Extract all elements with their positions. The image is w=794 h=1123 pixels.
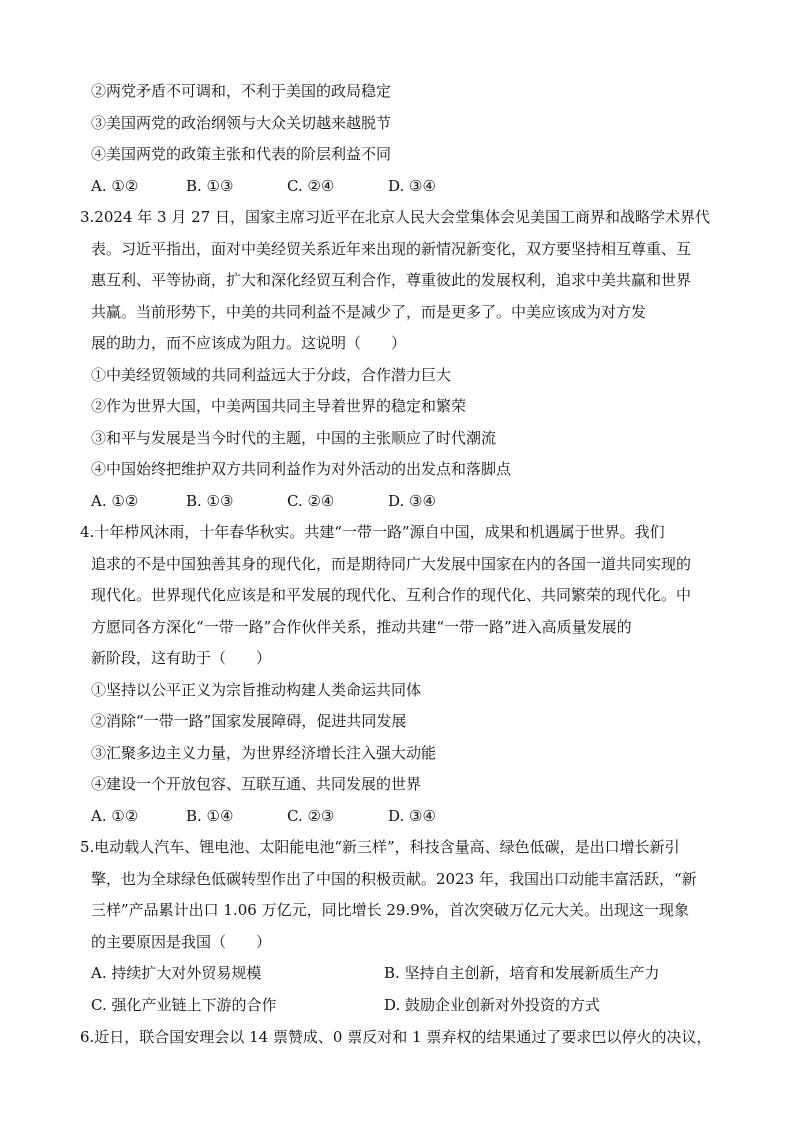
q4-option-2: ②消除“一带一路”国家发展障碍，促进共同发展 — [91, 712, 407, 730]
q5-stem-line: 三样”产品累计出口 1.06 万亿元，同比增长 29.9%，首次突破万亿元大关。出现这一现象 — [91, 901, 690, 919]
q2-choice-a: A. ①② — [91, 177, 139, 195]
q5-choice-a: A. 持续扩大对外贸易规模 — [91, 964, 262, 982]
q5-stem-line: 的主要原因是我国（ ） — [91, 933, 272, 951]
q4-choice-a: A. ①② — [91, 807, 139, 825]
q2-option-2: ②两党矛盾不可调和，不利于美国的政局稳定 — [91, 82, 392, 100]
q4-choice-b: B. ①④ — [186, 807, 234, 825]
q3-choice-a: A. ①② — [91, 492, 139, 510]
q4-stem-line: 4.十年栉风沐雨，十年春华秋实。共建“一带一路”源自中国，成果和机遇属于世界。我们 — [80, 523, 665, 541]
q2-option-3: ③美国两党的政治纲领与大众关切越来越脱节 — [91, 114, 392, 132]
q4-stem-line: 现代化。世界现代化应该是和平发展的现代化、互利合作的现代化、共同繁荣的现代化。中 — [91, 586, 692, 604]
q5-choice-c: C. 强化产业链上下游的合作 — [91, 996, 277, 1014]
q5-choice-d: D. 鼓励企业创新对外投资的方式 — [384, 996, 601, 1014]
q3-option-4: ④中国始终把维护双方共同利益作为对外活动的出发点和落脚点 — [91, 460, 512, 478]
q2-choice-d: D. ③④ — [388, 177, 436, 195]
q3-stem-line: 3.2024 年 3 月 27 日，国家主席习近平在北京人民大会堂集体会见美国工商界和战略学术界代 — [80, 208, 710, 226]
q5-stem-line: 5.电动载人汽车、锂电池、太阳能电池“新三样”，科技含量高、绿色低碳，是出口增长新引 — [80, 838, 680, 856]
q3-choice-d: D. ③④ — [388, 492, 436, 510]
q4-stem-line: 追求的不是中国独善其身的现代化，而是期待同广大发展中国家在内的各国一道共同实现的 — [91, 555, 692, 573]
q3-option-1: ①中美经贸领域的共同利益远大于分歧，合作潜力巨大 — [91, 366, 452, 384]
q2-option-4: ④美国两党的政策主张和代表的阶层利益不同 — [91, 145, 392, 163]
q3-option-3: ③和平与发展是当今时代的主题，中国的主张顺应了时代潮流 — [91, 429, 497, 447]
q4-choice-d: D. ③④ — [388, 807, 436, 825]
q2-choice-b: B. ①③ — [186, 177, 234, 195]
q3-choice-c: C. ②④ — [287, 492, 335, 510]
q3-stem-line: 展的助力，而不应该成为阻力。这说明（ ） — [91, 334, 407, 352]
q3-choice-b: B. ①③ — [186, 492, 234, 510]
q4-option-1: ①坚持以公平正义为宗旨推动构建人类命运共同体 — [91, 681, 422, 699]
q3-option-2: ②作为世界大国，中美两国共同主导着世界的稳定和繁荣 — [91, 397, 467, 415]
q6-stem-line: 6.近日，联合国安理会以 14 票赞成、0 票反对和 1 票弃权的结果通过了要求巴以停火的决议， — [80, 1028, 712, 1046]
q4-stem-line: 新阶段，这有助于（ ） — [91, 649, 272, 667]
q5-choice-b: B. 坚持自主创新，培育和发展新质生产力 — [384, 964, 660, 982]
q4-stem-line: 方愿同各方深化“一带一路”合作伙伴关系，推动共建“一带一路”进入高质量发展的 — [91, 618, 632, 636]
q3-stem-line: 共赢。当前形势下，中美的共同利益不是减少了，而是更多了。中美应该成为对方发 — [91, 303, 647, 321]
q4-option-3: ③汇聚多边主义力量，为世界经济增长注入强大动能 — [91, 744, 437, 762]
q4-choice-c: C. ②③ — [287, 807, 335, 825]
q4-option-4: ④建设一个开放包容、互联互通、共同发展的世界 — [91, 775, 422, 793]
q3-stem-line: 表。习近平指出，面对中美经贸关系近年来出现的新情况新变化，双方要坚持相互尊重、互 — [91, 240, 692, 258]
q5-stem-line: 擎，也为全球绿色低碳转型作出了中国的积极贡献。2023 年，我国出口动能丰富活跃，“新 — [91, 870, 697, 888]
q3-stem-line: 惠互利、平等协商，扩大和深化经贸互利合作，尊重彼此的发展权利，追求中美共赢和世界 — [91, 271, 692, 289]
q2-choice-c: C. ②④ — [287, 177, 335, 195]
